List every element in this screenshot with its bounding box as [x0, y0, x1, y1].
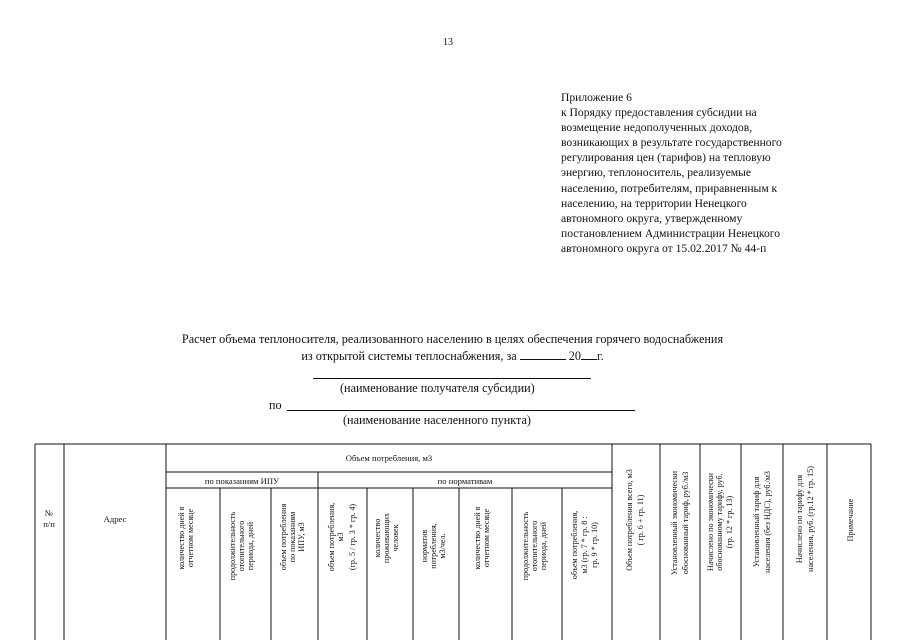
col-header-total-volume: Объем потребления всего, м3: [625, 469, 634, 571]
col-header-note: Примечание: [846, 498, 855, 542]
col-header-accrued-economic: обоснованному тарифу, руб.: [715, 473, 724, 571]
col-header-ipu-period: отопительного: [237, 520, 246, 572]
title-suffix: г.: [596, 349, 604, 363]
location-caption: (наименование населенного пункта): [343, 413, 531, 427]
col-header-accrued-economic: Начислено по экономически: [706, 473, 715, 571]
col-header-norm-people: количество: [373, 518, 382, 558]
col-header-norm-period: отопительного: [530, 520, 539, 572]
col-header-economic-tariff: обоснованный тариф, руб./м3: [681, 471, 690, 575]
col-header-accrued-economic: (гр. 12 * гр. 13): [725, 495, 734, 549]
col-num-header: п/п: [43, 519, 55, 529]
col-header-population-tariff: населения (без НДС), руб./м3: [763, 471, 772, 573]
col-header-ipu-period: периода, дней: [246, 521, 255, 571]
col-header-ipu-volume: ИПУ, м3: [297, 522, 306, 552]
col-header-norm-total: м3 (гр. 7 * гр. 8 :: [580, 516, 589, 574]
col-header-norm-days: отчетном месяце: [482, 508, 491, 568]
table-grid: [35, 444, 871, 640]
col-header-ipu-days: отчетном месяце: [186, 508, 195, 568]
col-header-norm-rate: м3/чел.: [438, 533, 447, 559]
col-header-accrued-population: населения, руб. (гр.12 * гр. 15): [806, 466, 815, 572]
col-header-norm-rate: потребления,: [429, 523, 438, 569]
col-header-ipu-volume: объем потребления: [279, 503, 288, 571]
document-title-line1: Расчет объема теплоносителя, реализованного населению в целях обеспечения горячего водоснабжения: [181, 332, 724, 346]
appendix-line: энергию, теплоноситель, реализуемые: [561, 166, 751, 180]
col-header-accrued-population: Начислено по тарифу для: [795, 474, 804, 564]
appendix-line: возмещение недополученных доходов,: [561, 121, 753, 135]
appendix-line: автономного округа от 15.02.2017 № 44-п: [561, 241, 767, 255]
col-header-norm-total: объем потребления,: [570, 510, 579, 580]
col-num-header: №: [44, 508, 54, 518]
col-header-ipu-days: количество дней в: [177, 506, 186, 570]
col-header-norm-people: человек: [391, 524, 400, 552]
col-header-ipu-period: продолжительность: [228, 511, 237, 581]
col-header-ipu-total: м3: [336, 532, 345, 542]
location-prefix: по: [269, 398, 282, 412]
col-header-total-volume: ( гр. 6 + гр. 11): [636, 494, 645, 546]
group-consumption-header: Объем потребления, м3: [345, 453, 433, 463]
appendix-line: к Порядку предоставления субсидии на: [561, 106, 757, 120]
appendix-line: возникающих в результате государственного: [561, 136, 782, 150]
col-header-population-tariff: Установленный тариф для: [752, 476, 761, 568]
col-header-ipu-volume: по показаниям: [288, 511, 297, 563]
col-header-economic-tariff: Установленный экономически: [670, 470, 679, 576]
col-header-norm-days: количество дней в: [473, 506, 482, 570]
title-prefix: из открытой системы теплоснабжения, за: [301, 349, 517, 363]
appendix-line: регулирования цен (тарифов) на тепловую: [561, 151, 771, 165]
col-header-ipu-total: объем потребления,: [327, 502, 336, 572]
col-header-norm-period: периода, дней: [539, 521, 548, 571]
title-year-prefix: 20: [568, 349, 581, 363]
appendix-line: Приложение 6: [561, 91, 632, 104]
col-header-norm-rate: норматив: [420, 529, 429, 563]
appendix-line: населению, на территории Ненецкого: [561, 196, 747, 210]
recipient-caption: (наименование получателя субсидии): [340, 381, 535, 395]
subgroup-norm-header: по нормативам: [437, 476, 493, 486]
appendix-line: населению, потребителям, приравненным к: [561, 181, 778, 195]
col-header-norm-people: проживающих: [382, 512, 391, 564]
appendix-line: постановлением Администрации Ненецкого: [561, 226, 781, 240]
col-header-ipu-total: (гр. 5 / гр. 3 * гр. 4): [348, 503, 357, 571]
col-address-header: Адрес: [103, 514, 127, 524]
subgroup-ipu-header: по показаниям ИПУ: [204, 476, 280, 486]
appendix-line: автономного округа, утвержденному: [561, 211, 743, 225]
page-number: 13: [443, 37, 453, 48]
col-header-norm-period: продолжительность: [521, 511, 530, 581]
col-header-norm-total: гр. 9 * гр. 10): [590, 522, 599, 568]
